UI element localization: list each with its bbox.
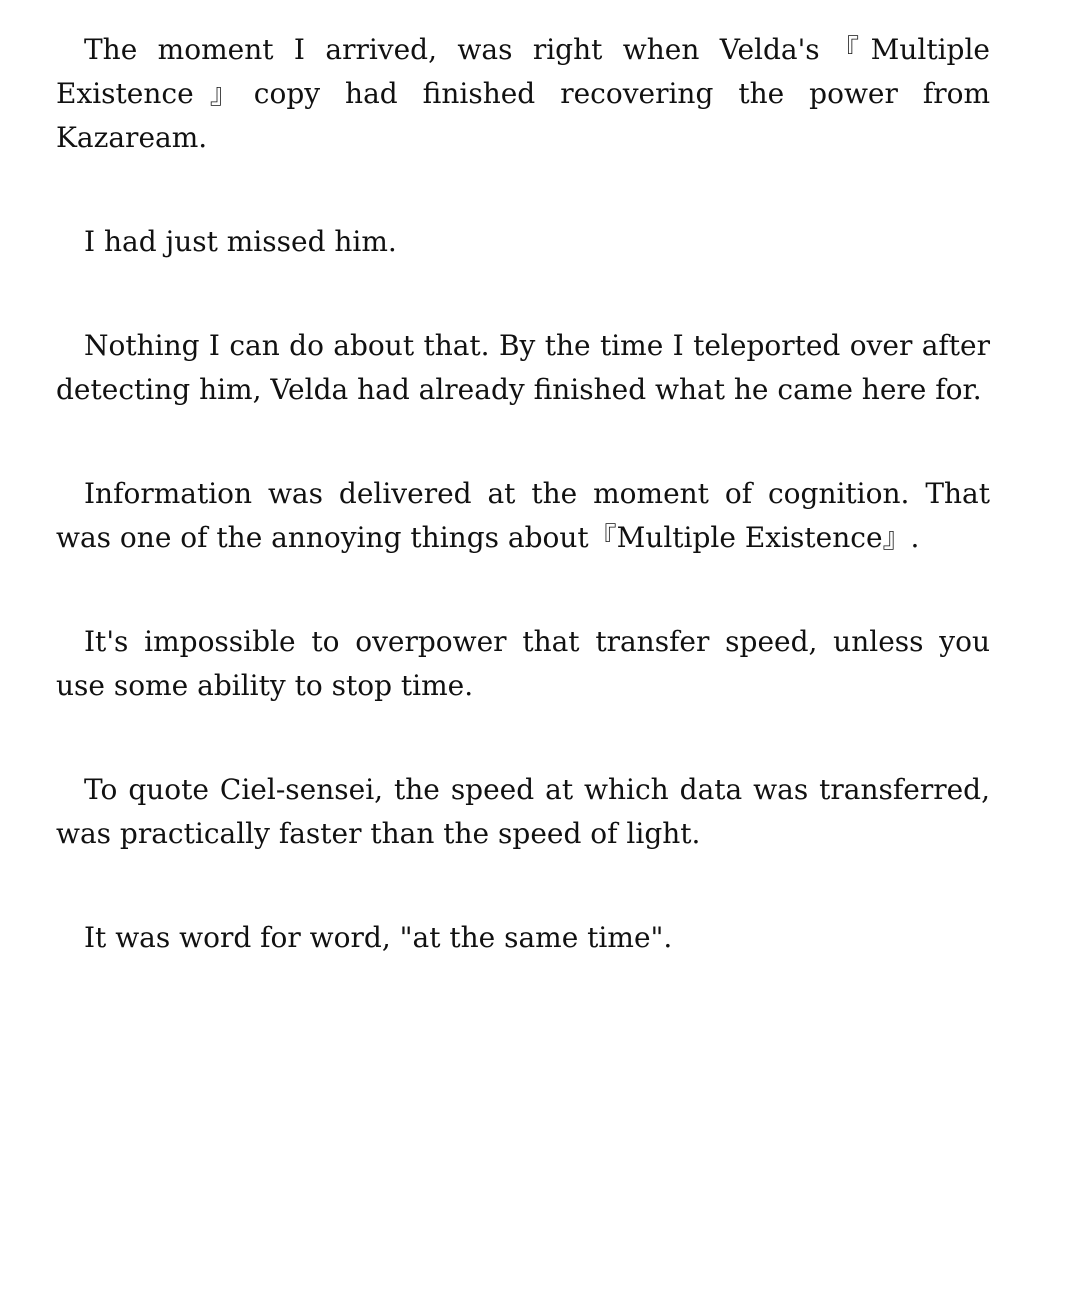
paragraph-2: I had just missed him.	[84, 225, 397, 258]
paragraph-1: The moment I arrived, was right when Velda's『Multiple Existence』copy had finished recovering the power from Kazaream.	[56, 33, 990, 154]
reading-page	[56, 28, 990, 960]
paragraph-6: To quote Ciel-sensei, the speed at which data was transferred, was practically faster than the speed of light.	[56, 773, 990, 850]
paragraph-5: It's impossible to overpower that transfer speed, unless you use some ability to stop time.	[56, 625, 990, 702]
paragraph-3: Nothing I can do about that. By the time I teleported over after detecting him, Velda had already finished what he came here for.	[56, 329, 990, 406]
paragraph-7: It was word for word, "at the same time".	[84, 921, 673, 954]
paragraph-4: Information was delivered at the moment of cognition. That was one of the annoying things about『Multiple Existence』.	[56, 477, 990, 554]
